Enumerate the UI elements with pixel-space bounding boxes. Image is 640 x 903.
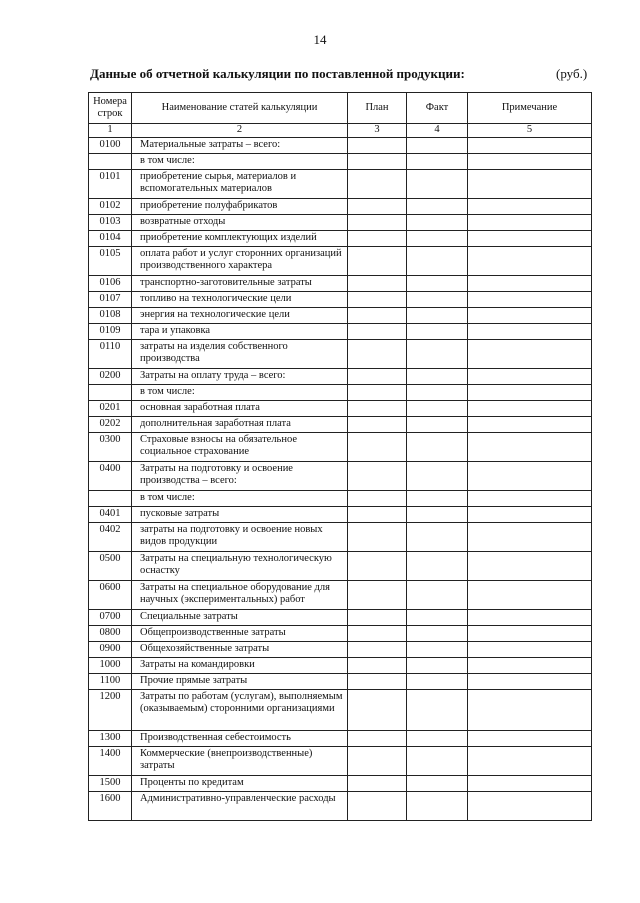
row-name: Административно-управленческие расходы	[132, 792, 348, 821]
row-code: 1100	[89, 674, 132, 690]
fact-cell[interactable]	[407, 199, 468, 215]
row-code: 1400	[89, 747, 132, 776]
table-row	[89, 276, 592, 292]
row-code: 0103	[89, 215, 132, 231]
plan-cell[interactable]	[348, 674, 407, 690]
row-name: затраты на изделия собственного производства	[132, 340, 348, 369]
column-number: 5	[468, 124, 592, 138]
note-cell[interactable]	[468, 658, 592, 674]
note-cell[interactable]	[468, 462, 592, 491]
fact-cell[interactable]	[407, 642, 468, 658]
plan-cell[interactable]	[348, 308, 407, 324]
row-name: пусковые затраты	[132, 507, 348, 523]
fact-cell[interactable]	[407, 324, 468, 340]
fact-cell[interactable]	[407, 247, 468, 276]
fact-cell[interactable]	[407, 170, 468, 199]
row-code: 0101	[89, 170, 132, 199]
table-row	[89, 462, 592, 491]
fact-cell[interactable]	[407, 462, 468, 491]
row-code: 0106	[89, 276, 132, 292]
table-row	[89, 491, 592, 507]
row-name: Общехозяйственные затраты	[132, 642, 348, 658]
row-name: Производственная себестоимость	[132, 731, 348, 747]
table-row	[89, 610, 592, 626]
note-cell[interactable]	[468, 369, 592, 385]
row-code: 1200	[89, 690, 132, 731]
fact-cell[interactable]	[407, 552, 468, 581]
row-code: 0105	[89, 247, 132, 276]
plan-cell[interactable]	[348, 276, 407, 292]
row-name: в том числе:	[132, 154, 348, 170]
calculation-table	[88, 92, 592, 821]
row-name: Затраты на командировки	[132, 658, 348, 674]
plan-cell[interactable]	[348, 507, 407, 523]
note-cell[interactable]	[468, 776, 592, 792]
row-code: 0400	[89, 462, 132, 491]
row-code: 0900	[89, 642, 132, 658]
row-code: 1000	[89, 658, 132, 674]
column-number: 2	[132, 124, 348, 138]
row-code: 0200	[89, 369, 132, 385]
plan-cell[interactable]	[348, 433, 407, 462]
row-name: Прочие прямые затраты	[132, 674, 348, 690]
table-row	[89, 776, 592, 792]
table-row	[89, 154, 592, 170]
row-code	[89, 385, 132, 401]
row-code	[89, 154, 132, 170]
fact-cell[interactable]	[407, 523, 468, 552]
row-code: 1500	[89, 776, 132, 792]
row-code: 0201	[89, 401, 132, 417]
row-name: Коммерческие (внепроизводственные) затраты	[132, 747, 348, 776]
plan-cell[interactable]	[348, 138, 407, 154]
row-code: 0600	[89, 581, 132, 610]
column-number-row	[89, 124, 592, 138]
fact-cell[interactable]	[407, 433, 468, 462]
fact-cell[interactable]	[407, 138, 468, 154]
fact-cell[interactable]	[407, 674, 468, 690]
plan-cell[interactable]	[348, 581, 407, 610]
row-code: 0100	[89, 138, 132, 154]
table-row	[89, 581, 592, 610]
table-row	[89, 292, 592, 308]
plan-cell[interactable]	[348, 792, 407, 821]
note-cell[interactable]	[468, 324, 592, 340]
plan-cell[interactable]	[348, 642, 407, 658]
row-name: приобретение полуфабрикатов	[132, 199, 348, 215]
note-cell[interactable]	[468, 491, 592, 507]
fact-cell[interactable]	[407, 731, 468, 747]
note-cell[interactable]	[468, 674, 592, 690]
row-name: в том числе:	[132, 491, 348, 507]
fact-cell[interactable]	[407, 401, 468, 417]
note-cell[interactable]	[468, 215, 592, 231]
fact-cell[interactable]	[407, 658, 468, 674]
note-cell[interactable]	[468, 642, 592, 658]
note-cell[interactable]	[468, 308, 592, 324]
table-header-row	[89, 93, 592, 124]
table-row	[89, 170, 592, 199]
plan-cell[interactable]	[348, 215, 407, 231]
row-name: Затраты на подготовку и освоение производства – всего:	[132, 462, 348, 491]
header-name: Наименование статей калькуляции	[132, 93, 348, 124]
fact-cell[interactable]	[407, 215, 468, 231]
plan-cell[interactable]	[348, 231, 407, 247]
plan-cell[interactable]	[348, 369, 407, 385]
table-row	[89, 552, 592, 581]
fact-cell[interactable]	[407, 385, 468, 401]
plan-cell[interactable]	[348, 247, 407, 276]
page-number: 14	[313, 32, 327, 47]
table-row	[89, 247, 592, 276]
row-name: Специальные затраты	[132, 610, 348, 626]
note-cell[interactable]	[468, 231, 592, 247]
note-cell[interactable]	[468, 247, 592, 276]
note-cell[interactable]	[468, 610, 592, 626]
row-name: транспортно-заготовительные затраты	[132, 276, 348, 292]
plan-cell[interactable]	[348, 626, 407, 642]
plan-cell[interactable]	[348, 292, 407, 308]
table-row	[89, 385, 592, 401]
fact-cell[interactable]	[407, 581, 468, 610]
table-row	[89, 747, 592, 776]
row-code: 0402	[89, 523, 132, 552]
note-cell[interactable]	[468, 154, 592, 170]
row-name: Затраты на специальное оборудование для научных (экспериментальных) работ	[132, 581, 348, 610]
plan-cell[interactable]	[348, 690, 407, 731]
row-name: энергия на технологические цели	[132, 308, 348, 324]
table-row	[89, 507, 592, 523]
row-name: в том числе:	[132, 385, 348, 401]
row-code: 0104	[89, 231, 132, 247]
table-row	[89, 642, 592, 658]
table-body	[89, 138, 592, 821]
table-row	[89, 138, 592, 154]
row-name: приобретение сырья, материалов и вспомогательных материалов	[132, 170, 348, 199]
row-code: 1300	[89, 731, 132, 747]
document-title: Данные об отчетной калькуляции по поставленной продукции:	[90, 66, 465, 81]
plan-cell[interactable]	[348, 462, 407, 491]
table-row	[89, 369, 592, 385]
column-number: 1	[89, 124, 132, 138]
note-cell[interactable]	[468, 507, 592, 523]
row-name: возвратные отходы	[132, 215, 348, 231]
row-code: 0108	[89, 308, 132, 324]
note-cell[interactable]	[468, 552, 592, 581]
row-code: 0107	[89, 292, 132, 308]
note-cell[interactable]	[468, 170, 592, 199]
plan-cell[interactable]	[348, 610, 407, 626]
row-name: топливо на технологические цели	[132, 292, 348, 308]
plan-cell[interactable]	[348, 154, 407, 170]
row-name: оплата работ и услуг сторонних организаций производственного характера	[132, 247, 348, 276]
table-row	[89, 523, 592, 552]
row-name: Материальные затраты – всего:	[132, 138, 348, 154]
header-fact: Факт	[407, 93, 468, 124]
fact-cell[interactable]	[407, 369, 468, 385]
table-row	[89, 401, 592, 417]
column-number: 3	[348, 124, 407, 138]
note-cell[interactable]	[468, 747, 592, 776]
row-name: тара и упаковка	[132, 324, 348, 340]
row-name: основная заработная плата	[132, 401, 348, 417]
plan-cell[interactable]	[348, 401, 407, 417]
plan-cell[interactable]	[348, 523, 407, 552]
header-code: Номера строк	[89, 93, 132, 124]
plan-cell[interactable]	[348, 552, 407, 581]
row-code: 0102	[89, 199, 132, 215]
plan-cell[interactable]	[348, 324, 407, 340]
note-cell[interactable]	[468, 138, 592, 154]
note-cell[interactable]	[468, 792, 592, 821]
note-cell[interactable]	[468, 340, 592, 369]
row-code: 0300	[89, 433, 132, 462]
row-code	[89, 491, 132, 507]
table-row	[89, 308, 592, 324]
plan-cell[interactable]	[348, 199, 407, 215]
plan-cell[interactable]	[348, 747, 407, 776]
note-cell[interactable]	[468, 690, 592, 731]
row-name: Затраты на оплату труда – всего:	[132, 369, 348, 385]
note-cell[interactable]	[468, 417, 592, 433]
row-name: Проценты по кредитам	[132, 776, 348, 792]
fact-cell[interactable]	[407, 308, 468, 324]
fact-cell[interactable]	[407, 491, 468, 507]
plan-cell[interactable]	[348, 658, 407, 674]
row-name: затраты на подготовку и освоение новых видов продукции	[132, 523, 348, 552]
table-row	[89, 674, 592, 690]
fact-cell[interactable]	[407, 747, 468, 776]
row-name: Затраты по работам (услугам), выполняемым (оказываемым) сторонними организациями	[132, 690, 348, 731]
plan-cell[interactable]	[348, 731, 407, 747]
fact-cell[interactable]	[407, 340, 468, 369]
note-cell[interactable]	[468, 401, 592, 417]
note-cell[interactable]	[468, 292, 592, 308]
plan-cell[interactable]	[348, 340, 407, 369]
table-row	[89, 690, 592, 731]
table-row	[89, 324, 592, 340]
table-row	[89, 433, 592, 462]
currency-unit: (руб.)	[556, 66, 588, 81]
note-cell[interactable]	[468, 581, 592, 610]
fact-cell[interactable]	[407, 276, 468, 292]
note-cell[interactable]	[468, 523, 592, 552]
row-name: Страховые взносы на обязательное социальное страхование	[132, 433, 348, 462]
fact-cell[interactable]	[407, 292, 468, 308]
plan-cell[interactable]	[348, 170, 407, 199]
plan-cell[interactable]	[348, 417, 407, 433]
plan-cell[interactable]	[348, 491, 407, 507]
row-name: Затраты на специальную технологическую оснастку	[132, 552, 348, 581]
row-code: 0401	[89, 507, 132, 523]
table-row	[89, 231, 592, 247]
table-row	[89, 340, 592, 369]
table-row	[89, 199, 592, 215]
fact-cell[interactable]	[407, 610, 468, 626]
fact-cell[interactable]	[407, 776, 468, 792]
fact-cell[interactable]	[407, 626, 468, 642]
table-row	[89, 626, 592, 642]
table-row	[89, 417, 592, 433]
plan-cell[interactable]	[348, 385, 407, 401]
note-cell[interactable]	[468, 626, 592, 642]
row-name: приобретение комплектующих изделий	[132, 231, 348, 247]
note-cell[interactable]	[468, 276, 592, 292]
row-code: 0800	[89, 626, 132, 642]
row-code: 0700	[89, 610, 132, 626]
row-code: 1600	[89, 792, 132, 821]
row-name: дополнительная заработная плата	[132, 417, 348, 433]
table-row	[89, 658, 592, 674]
note-cell[interactable]	[468, 433, 592, 462]
plan-cell[interactable]	[348, 776, 407, 792]
note-cell[interactable]	[468, 385, 592, 401]
fact-cell[interactable]	[407, 231, 468, 247]
row-name: Общепроизводственные затраты	[132, 626, 348, 642]
table-row	[89, 792, 592, 821]
fact-cell[interactable]	[407, 792, 468, 821]
fact-cell[interactable]	[407, 690, 468, 731]
header-note: Примечание	[468, 93, 592, 124]
fact-cell[interactable]	[407, 507, 468, 523]
row-code: 0110	[89, 340, 132, 369]
row-code: 0500	[89, 552, 132, 581]
column-number: 4	[407, 124, 468, 138]
note-cell[interactable]	[468, 199, 592, 215]
header-plan: План	[348, 93, 407, 124]
row-code: 0202	[89, 417, 132, 433]
row-code: 0109	[89, 324, 132, 340]
table-row	[89, 215, 592, 231]
note-cell[interactable]	[468, 731, 592, 747]
fact-cell[interactable]	[407, 154, 468, 170]
table-row	[89, 731, 592, 747]
fact-cell[interactable]	[407, 417, 468, 433]
